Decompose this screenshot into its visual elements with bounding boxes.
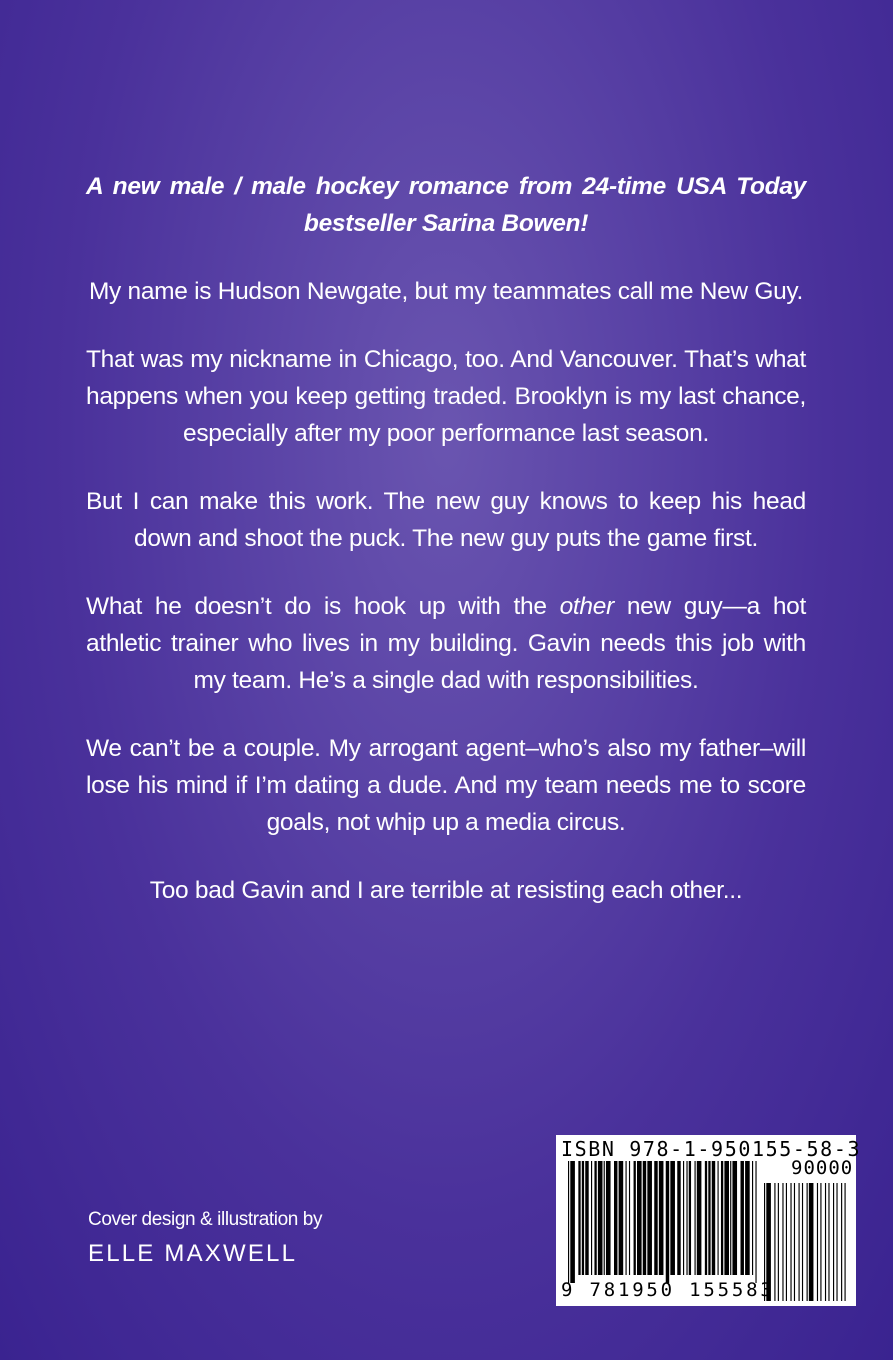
barcode-bar (643, 1161, 646, 1275)
barcode-bar (686, 1161, 687, 1275)
blurb-paragraph-4 (86, 588, 806, 699)
barcode-bar (614, 1161, 617, 1275)
barcode-bar (732, 1161, 737, 1275)
ean-number: 9 781950 155583 (561, 1279, 775, 1301)
barcode-bar (670, 1161, 675, 1275)
barcode-bar (626, 1161, 627, 1275)
barcode-bar (745, 1161, 750, 1275)
barcode-bar (718, 1161, 719, 1275)
barcode-bar (689, 1161, 691, 1275)
barcode-bar (841, 1183, 842, 1301)
barcode-bar (741, 1161, 744, 1275)
barcode-bar (578, 1161, 580, 1275)
price-addon-number: 90000 (791, 1157, 854, 1179)
barcode-bar (755, 1161, 756, 1283)
barcode-bar (585, 1161, 588, 1275)
barcode-bar (845, 1183, 846, 1301)
barcode-bar (802, 1183, 803, 1301)
barcode-bar (828, 1183, 829, 1301)
barcode-bar (683, 1161, 684, 1275)
barcode-bar (833, 1183, 834, 1301)
barcode-bar (721, 1161, 723, 1275)
barcode-bar (570, 1161, 575, 1283)
barcode-bar (730, 1161, 731, 1275)
barcode-bar (695, 1161, 696, 1275)
barcode-bar (807, 1183, 808, 1301)
barcode-bar (809, 1183, 814, 1301)
blurb-paragraph-2: That was my nickname in Chicago, too. And Vancouver. That’s what happens when you keep getting traded. Brooklyn is my last chance, especially after my poor performance last season. (86, 346, 806, 447)
barcode-bar (697, 1161, 702, 1275)
barcode-bar (659, 1161, 664, 1275)
tagline: A new male / male hockey romance from 24-time USA Today bestseller Sarina Bowen! (86, 173, 806, 237)
barcode-bar (637, 1161, 642, 1275)
isbn-number: ISBN 978-1-950155-58-3 (561, 1137, 862, 1161)
barcode-bar (606, 1161, 611, 1275)
barcode-bar (568, 1161, 569, 1283)
barcode-bar (598, 1161, 603, 1275)
barcode-bar (629, 1161, 630, 1275)
barcode-bar (591, 1161, 592, 1275)
blurb-paragraph-5: We can’t be a couple. My arrogant agent–who’s also my father–will lose his mind if I’m dating a dude. And my team needs me to score goals, not whip up a media circus. (86, 735, 806, 836)
barcode-bar (634, 1161, 636, 1275)
barcode-bar (782, 1183, 783, 1301)
barcode-bar (647, 1161, 652, 1275)
blurb-paragraph-3: But I can make this work. The new guy knows to keep his head down and shoot the puck. The new guy puts the game first. (86, 488, 806, 552)
p4-emphasis: other (559, 593, 614, 620)
barcode-bar (582, 1161, 584, 1275)
barcode-bar (619, 1161, 624, 1275)
barcode-bar (817, 1183, 818, 1301)
barcode-bar (752, 1161, 753, 1275)
barcode-bar (820, 1183, 821, 1301)
barcode-bar (654, 1161, 657, 1275)
p4-text-after: new guy—a hot athletic trainer who lives in my building. Gavin needs this job with my team. He’s a single dad with responsibilities. (86, 593, 806, 694)
barcode-bar (604, 1161, 605, 1275)
barcode-bar (799, 1183, 800, 1301)
barcode-bar (708, 1161, 710, 1275)
blurb-paragraph-1: My name is Hudson Newgate, but my teammates call me New Guy. (88, 278, 804, 305)
cover-credit (88, 1207, 322, 1271)
p4-text-before: What he doesn’t do is hook up with the (86, 593, 560, 620)
designer-name: ELLE MAXWELL (88, 1240, 298, 1267)
barcode-bar (794, 1183, 795, 1301)
barcode-bar (677, 1161, 680, 1275)
barcode-bar (705, 1161, 707, 1275)
barcode-bar (778, 1183, 779, 1301)
barcode-bar (836, 1183, 837, 1301)
credit-label: Cover design & illustration by (88, 1209, 323, 1230)
ean-barcode-bars (568, 1161, 758, 1285)
barcode-bar (786, 1183, 787, 1301)
barcode-bar (594, 1161, 596, 1275)
back-cover-blurb (86, 168, 806, 940)
barcode-bar (666, 1161, 669, 1283)
addon-barcode-bars (764, 1183, 848, 1301)
blurb-paragraph-6: Too bad Gavin and I are terrible at resisting each other... (149, 877, 743, 904)
barcode-bar (790, 1183, 791, 1301)
barcode-bar (825, 1183, 826, 1301)
barcode-bar (724, 1161, 729, 1275)
isbn-barcode (556, 1135, 862, 1306)
barcode-bar (712, 1161, 715, 1275)
